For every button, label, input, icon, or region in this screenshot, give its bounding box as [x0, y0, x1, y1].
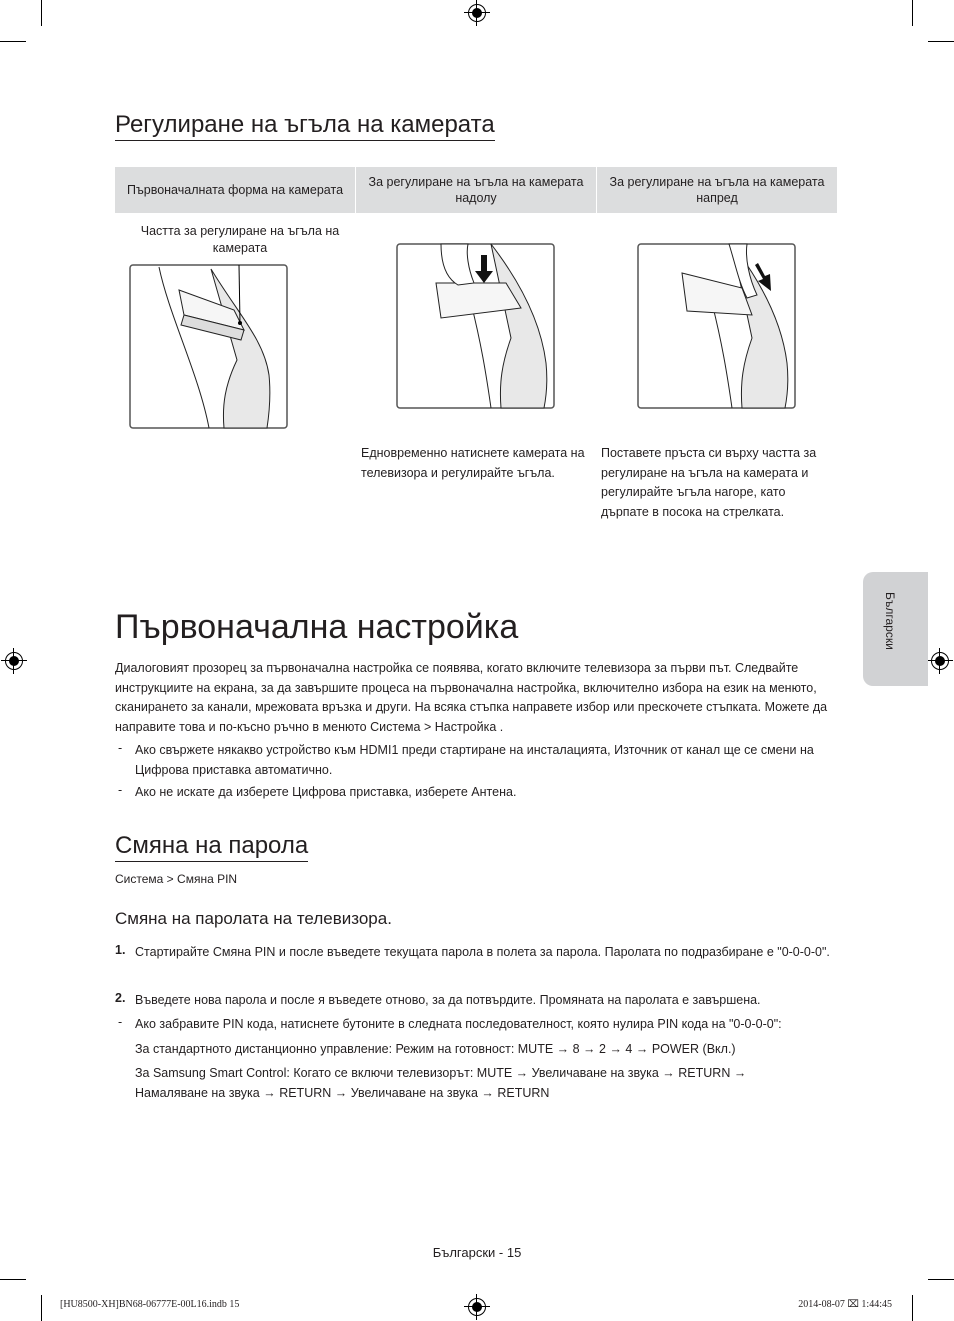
crop-mark [0, 41, 26, 42]
section-title-change-password: Смяна на парола [115, 832, 308, 862]
remote-sequence: За стандартното дистанционно управление: Режим на готовност: MUTE → 8 → 2 → 4 → POWER (Вкл.) [135, 1042, 736, 1056]
table-header-initial: Първоначалната форма на камерата [115, 167, 355, 213]
side-tab-label: Български [883, 592, 897, 650]
intro-paragraph: Диалоговият прозорец за първоначална настройка се появява, когато включите телевизора за първи път. Следвайте инструкциите на екрана, за да завършите процеса на първоначална настройка, включително избора на език на менюто, сканирането за канали, мрежовата връзка и други. На всяка стъпка направете избор или прескочете стъпката. Можете да направите това и по-късно ръчно в менюто Система > Настройка . [115, 661, 828, 734]
registration-mark-icon [5, 652, 23, 670]
crop-mark [41, 0, 42, 26]
bullet-dash: - [118, 741, 123, 755]
crop-mark [41, 1295, 42, 1321]
section-title-initial-setup: Първоначална настройка [115, 608, 519, 646]
crop-mark [928, 1279, 954, 1280]
crop-mark [912, 1295, 913, 1321]
print-info-right: 2014-08-07 ⌧ 1:44:45 [798, 1299, 892, 1310]
registration-mark-icon [468, 4, 486, 22]
smart-control-sequence: За Samsung Smart Control: Когато се включи телевизорът: MUTE → Увеличаване на звука → RETURN → Намаляване на звука → RETURN → Увеличаване на звука → RETURN [135, 1066, 747, 1100]
crop-mark [928, 41, 954, 42]
step-1: Стартирайте Смяна PIN и после въведете текущата парола в полета за парола. Паролата по подразбиране е "0-0-0-0". [135, 945, 830, 959]
registration-mark-icon [468, 1298, 486, 1316]
caption-down: Едновременно натиснете камерата на телевизора и регулирайте ъгъла. [361, 446, 585, 480]
caption-forward: Поставете пръста си върху частта за регулиране на ъгъла на камерата и регулирайте ъгъла нагоре, като дърпате в посока на стрелката. [601, 446, 817, 519]
crop-mark [912, 0, 913, 26]
step-number: 2. [115, 991, 126, 1005]
subtitle-tv-password: Смяна на паролата на телевизора. [115, 909, 392, 928]
camera-initial-illustration [129, 255, 289, 430]
bullet-dash: - [118, 1015, 123, 1029]
registration-mark-icon [931, 652, 949, 670]
language-side-tab [863, 572, 928, 686]
table-header-forward: За регулиране на ъгъла на камерата напред [597, 167, 837, 213]
crop-mark [0, 1279, 26, 1280]
page-number: Български - 15 [432, 1245, 522, 1260]
table-header-down: За регулиране на ъгъла на камерата надолу [356, 167, 596, 213]
bullet-dash: - [118, 783, 123, 797]
print-info-left: [HU8500-XH]BN68-06777E-00L16.indb 15 [60, 1299, 240, 1310]
menu-system: Система [370, 719, 421, 734]
menu-settings: Настройка [434, 719, 497, 734]
label-adjust-part: Частта за регулиране на ъгъла на камерата [140, 224, 340, 255]
camera-forward-illustration [637, 243, 797, 411]
section-title-camera-angle: Регулиране на ъгъла на камерата [115, 111, 495, 141]
note-antenna: Ако не искате да изберете Цифрова приставка, изберете Антена. [135, 785, 517, 799]
menu-path: Система > Смяна PIN [115, 872, 238, 886]
note-hdmi: Ако свържете някакво устройство към HDMI1 преди стартиране на инсталацията, Източник от канал ще се смени на Цифрова приставка автоматично. [135, 743, 814, 777]
step-number: 1. [115, 943, 126, 957]
camera-down-illustration [396, 243, 556, 411]
step-2: Въведете нова парола и после я въведете отново, за да потвърдите. Промяната на паролата е завършена. [135, 993, 761, 1007]
note-forgot-pin: Ако забравите PIN кода, натиснете бутоните в следната последователност, която нулира PIN кода на "0-0-0-0": [135, 1017, 782, 1031]
